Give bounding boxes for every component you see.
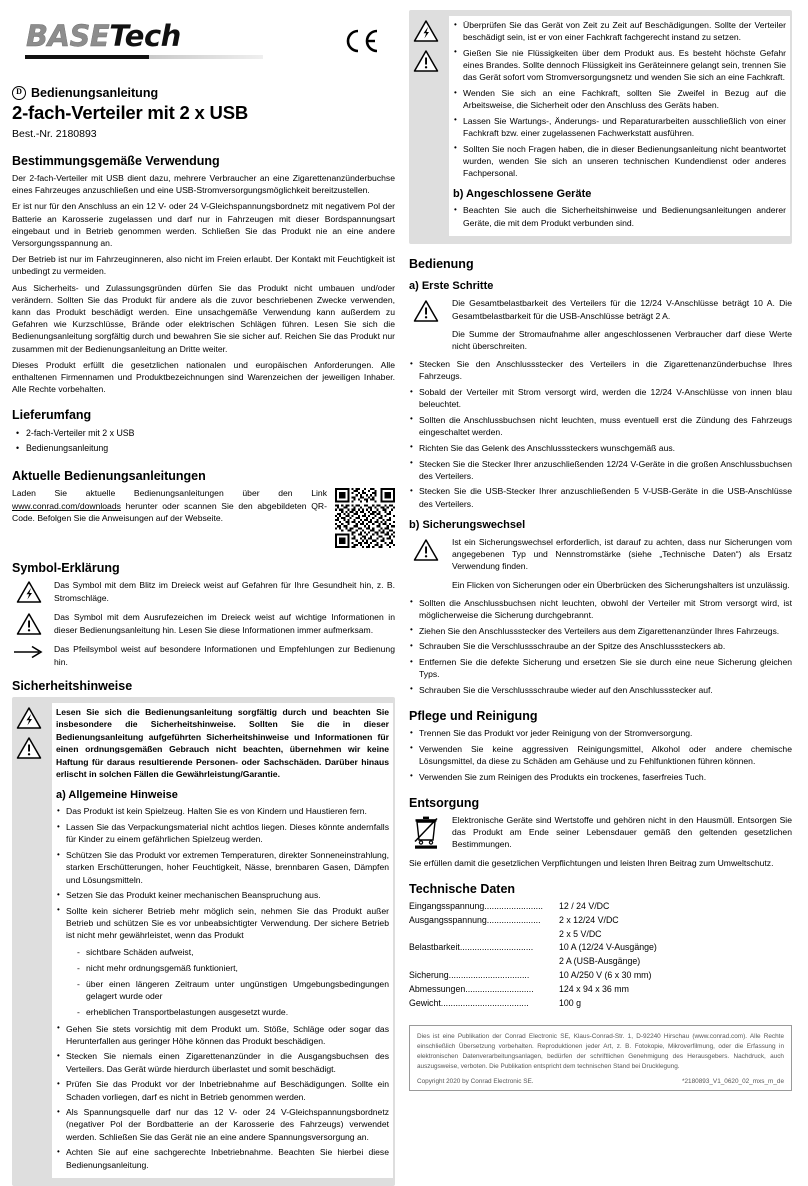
section-heading-symbols: Symbol-Erklärung xyxy=(12,561,120,576)
fuse-change-list xyxy=(409,597,792,696)
brand-logo xyxy=(26,19,181,53)
spec-value: 10 A/250 V (6 x 30 mm) xyxy=(559,970,652,981)
disposal-block xyxy=(409,814,792,851)
document-type-label: Bedienungsanleitung xyxy=(31,86,159,100)
crossed-out-wheelie-bin-icon xyxy=(409,814,443,849)
list-item: • Stecken Sie die USB-Stecker Ihrer anzuschließenden 5 V-USB-Geräte in die USB-Anschlüsse des Verteilers. xyxy=(409,485,792,509)
section-heading-operation: Bedienung xyxy=(409,257,474,272)
list-item: • Überprüfen Sie das Gerät von Zeit zu Zeit auf Beschädigungen. Sollte der Verteiler beschädigt sein, ist er von einer Fachkraft fachgerecht instand zu setzen. xyxy=(453,19,786,43)
table-row xyxy=(409,969,792,983)
subsection-heading-fuse-change: b) Sicherungswechsel xyxy=(409,518,526,531)
spec-value: 124 x 94 x 36 mm xyxy=(559,984,629,995)
list-item: • Sollten die Anschlussbuchsen nicht leuchten, obwohl der Verteiler mit Strom versorgt wird, ist möglicherweise die Sicherung durchgebrannt. xyxy=(409,597,792,621)
masthead xyxy=(12,10,395,72)
list-item: • Stecken Sie den Anschlussstecker des Verteilers in die Zigarettenanzünderbuchse Ihres Fahrzeugs. xyxy=(409,358,792,382)
list-item: • Schützen Sie das Produkt vor extremen Temperaturen, direkter Sonneneinstrahlung, starken Erschütterungen, hoher Feuchtigkeit, Nässe, brennbaren Gasen, Dämpfen und Lösungsmitteln. xyxy=(56,849,389,886)
list-item: • Verwenden Sie zum Reinigen des Produkts ein trockenes, faserfreies Tuch. xyxy=(409,771,792,783)
table-row xyxy=(409,997,792,1011)
arrow-svg xyxy=(14,644,44,660)
order-number: Best.-Nr. 2180893 xyxy=(12,128,97,140)
intended-use-paragraph: Er ist nur für den Anschluss an ein 12 V- oder 24 V-Gleichspannungsbordnetz mit negativem Pol der Batterie an Karosserie zugelassen und darf nur in Fahrzeugen mit dieser Bordspannungsart eingebaut und in Betrieb genommen werden. Schließen Sie das Produkt nie an eine andere Versorgungsspannung an. xyxy=(12,201,395,249)
note-paragraph: Die Summe der Stromaufnahme aller angeschlossenen Verbraucher darf diese Werte nicht überschreiten. xyxy=(452,328,792,351)
list-item: • 2-fach-Verteiler mit 2 x USB xyxy=(12,426,395,441)
downloads-block xyxy=(12,487,395,548)
list-item: • Prüfen Sie das Produkt vor der Inbetriebnahme auf Beschädigungen. Sollte ein Schaden vorliegen, darf es nicht in Betrieb genommen werden. xyxy=(56,1078,389,1102)
list-item: - nicht mehr ordnungsgemäß funktioniert, xyxy=(77,962,389,974)
scope-of-delivery-list xyxy=(12,426,395,456)
spec-dots: ...................... xyxy=(486,914,541,925)
symbol-text: Das Symbol mit dem Blitz im Dreieck weist auf Gefahren für Ihre Gesundheit hin, z. B. Stromschläge. xyxy=(54,580,395,603)
spec-value-line: 10 A (12/24 V-Ausgänge) xyxy=(559,942,657,953)
note-text xyxy=(452,536,792,591)
list-item: • Lassen Sie das Verpackungsmaterial nicht achtlos liegen. Dieses könnte andernfalls für Kinder zu einem gefährlichen Spielzeug werden. xyxy=(56,821,389,845)
lightning-triangle-svg xyxy=(16,580,42,604)
list-item: • Schrauben Sie die Verschlussschraube an der Spitze des Anschlusssteckers ab. xyxy=(409,640,792,652)
subsection-heading-first-steps: a) Erste Schritte xyxy=(409,280,494,293)
note-paragraph: Ist ein Sicherungswechsel erforderlich, ist darauf zu achten, dass nur Sicherungen vom angegebenen Typ und Nennstromstärke (siehe „Technische Daten“) als Ersatz Verwendung finden. xyxy=(452,536,792,572)
brand-logo-base: BASE xyxy=(26,19,110,53)
spec-dots: ................................. xyxy=(448,970,530,981)
spec-label-text: Abmessungen xyxy=(409,984,466,995)
spec-value: 12 / 24 V/DC xyxy=(559,900,610,911)
list-item: • Verwenden Sie keine aggressiven Reinigungsmittel, Alkohol oder andere chemische Lösungsmittel, da diese zu Schäden am Gehäuse und zu Fehlfunktionen führen können. xyxy=(409,743,792,767)
safety-right-list xyxy=(453,19,786,179)
section-heading-specs: Technische Daten xyxy=(409,881,516,896)
intended-use-paragraph: Dieses Produkt erfüllt die gesetzlichen nationalen und europäischen Anforderungen. Alle enthaltenen Firmennamen und Produktbezeichnungen sind Warenzeichen der jeweiligen Inhaber. Alle Rechte vorbehalten. xyxy=(12,359,395,395)
footer-copyright-row xyxy=(417,1078,784,1085)
list-item: - erheblichen Transportbelastungen ausgesetzt wurde. xyxy=(77,1006,389,1018)
disposal-text: Elektronische Geräte sind Wertstoffe und gehören nicht in den Hausmüll. Entsorgen Sie das Produkt am Ende seiner Lebensdauer gemäß den geltenden gesetzlichen Bestimmungen. xyxy=(452,814,792,850)
list-item: • Das Produkt ist kein Spielzeug. Halten Sie es von Kindern und Haustieren fern. xyxy=(56,805,389,817)
brand-logo-tech: Tech xyxy=(109,19,181,53)
intended-use-paragraph: Aus Sicherheits- und Zulassungsgründen dürfen Sie das Produkt nicht umbauen und/oder verändern. Sollten Sie das Produkt für andere als die zuvor beschriebenen Zwecke verwenden, kann das Produkt beschädigt werden. Eine unsachgemäße Verwendung kann außerdem zu Gefahren wie Kurzschlüsse, Brände oder elektrischen Schlägen führen. Lesen Sie sich die Bedienungsanleitung sorgfältig durch und bewahren Sie sie sicher auf. Reichen Sie das Produkt nur zusammen mit der Bedienungsanleitung an Dritte weiter. xyxy=(12,282,395,354)
spec-value: 100 g xyxy=(559,997,582,1008)
list-item: • Sobald der Verteiler mit Strom versorgt wird, werden die 12/24 V-Anschlüsse von innen blau beleuchtet. xyxy=(409,386,792,410)
safety-icons xyxy=(12,703,46,1179)
table-row xyxy=(409,983,792,997)
list-item: • Stecken Sie die Stecker Ihrer anzuschließenden 12/24 V-Geräte in die großen Anschlussbuchsen des Verteilers. xyxy=(409,458,792,482)
downloads-text xyxy=(12,487,327,524)
spec-label xyxy=(409,997,559,1011)
list-item: • Setzen Sie das Produkt keiner mechanischen Beanspruchung aus. xyxy=(56,889,389,901)
safety-notice-band xyxy=(12,697,395,1186)
list-item: • Richten Sie das Gelenk des Anschlusssteckers wunschgemäß aus. xyxy=(409,442,792,454)
spec-label-text: Ausgangsspannung xyxy=(409,914,487,925)
language-badge: D xyxy=(12,86,26,100)
left-column xyxy=(12,10,395,1170)
exclamation-triangle-svg xyxy=(413,299,439,323)
qr-code-svg xyxy=(335,488,395,548)
list-item: • Gießen Sie nie Flüssigkeiten über dem Produkt aus. Es besteht höchste Gefahr eines Brandes. Sollte dennoch Flüssigkeit ins Geräteinnere gelangt sein, trennen Sie das Gerät sofort vom Stromversorgungsnetz und wenden Sie sich an eine Fachkraft. xyxy=(453,47,786,84)
list-item: • Achten Sie auf eine sachgerechte Inbetriebnahme. Beachten Sie hierbei diese Bedienungsanleitung. xyxy=(56,1146,389,1170)
symbol-text: Das Pfeilsymbol weist auf besondere Informationen und Empfehlungen zur Bedienung hin. xyxy=(54,644,395,667)
safety-intro: Lesen Sie sich die Bedienungsanleitung sorgfältig durch und beachten Sie insbesondere die Sicherheitshinweise. Sollten Sie die in dieser Bedienungsanleitung aufgeführten Sicherheitshinweise und Informationen für einen ordnungsgemäßen Gebrauch nicht beachten, übernehmen wir keine Haftung für daraus resultierende Personen- oder Sachschäden. Darüber hinaus erlischt in solchen Fällen die Gewährleistung/Garantie. xyxy=(56,706,389,780)
list-item: • Als Spannungsquelle darf nur das 12 V- oder 24 V-Gleichspannungsbordnetz (negativer Pol der Bordbatterie an der Karosserie des Fahrzeugs) verwendet werden. Schließen Sie das Gerät nie an eine andere Spannungsversorgung an. xyxy=(56,1106,389,1143)
arrow-icon xyxy=(12,643,46,660)
footer-doc-code: *2180893_V1_0620_02_mxs_m_de xyxy=(682,1077,784,1085)
downloads-text-before: Laden Sie aktuelle Bedienungsanleitungen über den Link xyxy=(12,488,327,499)
spec-dots: .................................... xyxy=(440,997,529,1008)
list-item xyxy=(56,905,389,1019)
lightning-triangle-icon xyxy=(413,19,439,43)
section-heading-safety: Sicherheitshinweise xyxy=(12,678,133,693)
list-item: • Gehen Sie stets vorsichtig mit dem Produkt um. Stöße, Schläge oder sogar das Herunterfallen aus geringer Höhe können das Produkt beschädigen. xyxy=(56,1023,389,1047)
spec-label xyxy=(409,914,559,942)
document-type xyxy=(12,86,395,100)
exclamation-triangle-icon xyxy=(409,536,443,562)
spec-label-text: Sicherung xyxy=(409,970,449,981)
subsection-heading-general: a) Allgemeine Hinweise xyxy=(56,789,178,802)
care-list xyxy=(409,727,792,783)
list-item: • Wenden Sie sich an eine Fachkraft, sollten Sie Zweifel in Bezug auf die Arbeitsweise, die Sicherheit oder den Anschluss des Geräts haben. xyxy=(453,87,786,111)
safety-icons xyxy=(409,16,443,236)
brand-logo-underline xyxy=(25,55,263,59)
spec-label-text: Belastbarkeit xyxy=(409,942,460,953)
footer-imprint xyxy=(409,1025,792,1091)
list-item-lead: Sollte kein sicherer Betrieb mehr möglich sein, nehmen Sie das Produkt außer Betrieb und schützen Sie es vor unbeabsichtigter Verwendung. Der sichere Betrieb ist nicht mehr gewährleistet, wenn das Produkt xyxy=(66,905,389,941)
intended-use-paragraph: Der Betrieb ist nur im Fahrzeuginneren, also nicht im Freien erlaubt. Der Kontakt mit Feuchtigkeit ist unbedingt zu vermeiden. xyxy=(12,254,395,277)
symbol-row-exclamation xyxy=(12,611,395,636)
spec-value xyxy=(559,914,792,942)
spec-label xyxy=(409,969,559,983)
lightning-triangle-icon xyxy=(16,706,42,730)
technical-data-table xyxy=(409,900,792,1011)
exclamation-triangle-svg xyxy=(413,538,439,562)
ce-mark-icon xyxy=(345,28,379,58)
downloads-text-after: herunter oder scannen Sie den abgebildeten QR-Code. Befolgen Sie die Anweisungen auf der Webseite. xyxy=(12,500,327,523)
subsection-heading-connected-devices: b) Angeschlossene Geräte xyxy=(453,188,592,201)
note-fuse-change xyxy=(409,536,792,591)
note-first-steps xyxy=(409,297,792,352)
section-heading-care: Pflege und Reinigung xyxy=(409,709,538,724)
list-item: • Stecken Sie niemals einen Zigarettenanzünder in die Ausgangsbuchsen des Verteilers. Das Gerät würde hierdurch überlastet und somit beschädigt. xyxy=(56,1050,389,1074)
spec-dots: ............................ xyxy=(465,984,534,995)
list-item: • Trennen Sie das Produkt vor jeder Reinigung von der Stromversorgung. xyxy=(409,727,792,739)
exclamation-triangle-svg xyxy=(16,612,42,636)
symbol-text: Das Symbol mit dem Ausrufezeichen im Dreieck weist auf wichtige Informationen in dieser Bedienungsanleitung hin. Lesen Sie diese Informationen immer aufmerksam. xyxy=(54,612,395,635)
table-row xyxy=(409,941,792,969)
safety-notice-band-continued xyxy=(409,10,792,244)
page-title: 2-fach-Verteiler mit 2 x USB xyxy=(12,102,249,123)
disposal-footnote: Sie erfüllen damit die gesetzlichen Verpflichtungen und leisten Ihren Beitrag zum Umweltschutz. xyxy=(409,857,774,868)
note-paragraph: Die Gesamtbelastbarkeit des Verteilers für die 12/24 V-Anschlüsse beträgt 10 A. Die Gesamtbelastbarkeit für die USB-Anschlüsse beträgt 2 A. xyxy=(452,298,792,321)
note-paragraph: Ein Flicken von Sicherungen oder ein Überbrücken des Sicherungshalters ist unzulässig. xyxy=(452,579,790,590)
spec-dots: ........................ xyxy=(484,900,543,911)
list-item: - sichtbare Schäden aufweist, xyxy=(77,946,389,958)
safety-general-list xyxy=(56,805,389,1170)
table-row xyxy=(409,900,792,914)
lightning-triangle-icon xyxy=(12,579,46,604)
exclamation-triangle-icon xyxy=(12,611,46,636)
table-row xyxy=(409,914,792,942)
downloads-paragraph xyxy=(12,487,327,524)
safety-band-inner xyxy=(12,703,395,1179)
safety-band-inner xyxy=(409,16,792,236)
spec-value-line: 2 x 5 V/DC xyxy=(559,928,602,939)
safety-fail-conditions xyxy=(66,946,389,1019)
safety-connected-list xyxy=(453,204,786,228)
footer-copyright: Copyright 2020 by Conrad Electronic SE. xyxy=(417,1077,534,1085)
list-item: • Entfernen Sie die defekte Sicherung und ersetzen Sie sie durch eine neue Sicherung gleichen Typs. xyxy=(409,656,792,680)
section-heading-disposal: Entsorgung xyxy=(409,795,480,810)
footer-publication-text: Dies ist eine Publikation der Conrad Electronic SE, Klaus-Conrad-Str. 1, D-92240 Hirschau (www.conrad.com). Alle Rechte einschließlich Übersetzung vorbehalten. Reproduktionen jeder Art, z. B. Fotokopie, Mikroverfilmung, oder die Erfassung in elektronischen Datenverarbeitungsanlagen, bedürfen der schriftlichen Genehmigung des Herausgebers. Nachdruck, auch auszugsweise, verboten. Die Publikation entspricht dem technischen Stand bei Drucklegung. xyxy=(417,1032,784,1070)
list-item: • Sollten die Anschlussbuchsen nicht leuchten, muss eventuell erst die Zündung des Fahrzeugs eingeschaltet werden. xyxy=(409,414,792,438)
note-text xyxy=(452,297,792,352)
section-heading-scope-of-delivery: Lieferumfang xyxy=(12,408,92,423)
symbol-row-arrow xyxy=(12,643,395,667)
list-item: • Bedienungsanleitung xyxy=(12,441,395,456)
spec-label xyxy=(409,983,559,997)
section-heading-downloads: Aktuelle Bedienungsanleitungen xyxy=(12,469,206,484)
spec-label-text: Gewicht xyxy=(409,997,441,1008)
list-item: - über einen längeren Zeitraum unter ungünstigen Umgebungsbedingungen gelagert wurde oder xyxy=(77,978,389,1002)
spec-dots: .............................. xyxy=(459,942,534,953)
safety-band-content xyxy=(449,16,790,236)
list-item: • Sollten Sie noch Fragen haben, die in dieser Bedienungsanleitung nicht beantwortet wurden, wenden Sie sich an unseren technischen Kundendienst oder anderes Fachpersonal. xyxy=(453,143,786,180)
exclamation-triangle-icon xyxy=(409,297,443,323)
ce-mark-svg xyxy=(345,28,379,54)
spec-value xyxy=(559,941,792,969)
exclamation-triangle-icon xyxy=(413,49,439,73)
qr-code-icon xyxy=(335,488,395,548)
exclamation-triangle-icon xyxy=(16,736,42,760)
spec-label xyxy=(409,941,559,969)
symbol-row-lightning xyxy=(12,579,395,604)
wheelie-bin-svg xyxy=(412,815,440,849)
downloads-link[interactable]: www.conrad.com/downloads xyxy=(12,500,121,511)
intended-use-paragraph: Der 2-fach-Verteiler mit USB dient dazu, mehrere Verbraucher an eine Zigarettenanzünderbuchse eines Fahrzeuges anzuschließen und eine USB-Stromversorgungsmöglichkeit bereitzustellen. xyxy=(12,173,395,196)
list-item: • Schrauben Sie die Verschlussschraube wieder auf den Anschlussstecker auf. xyxy=(409,684,792,696)
safety-band-content xyxy=(52,703,393,1179)
spec-label-text: Eingangsspannung xyxy=(409,900,485,911)
spec-value-line: 2 A (USB-Ausgänge) xyxy=(559,956,641,967)
list-item: • Lassen Sie Wartungs-, Änderungs- und Reparaturarbeiten ausschließlich von einer Fachkraft bzw. einer zugelassenen Fachwerkstatt ausführen. xyxy=(453,115,786,139)
spec-label xyxy=(409,900,559,914)
list-item: • Ziehen Sie den Anschlussstecker des Verteilers aus dem Zigarettenanzünder Ihres Fahrzeugs. xyxy=(409,625,792,637)
section-heading-intended-use: Bestimmungsgemäße Verwendung xyxy=(12,154,220,168)
spec-value-line: 2 x 12/24 V/DC xyxy=(559,914,619,925)
list-item: • Beachten Sie auch die Sicherheitshinweise und Bedienungsanleitungen anderer Geräte, die mit dem Produkt verbunden sind. xyxy=(453,204,786,228)
right-column xyxy=(409,10,792,1151)
first-steps-list xyxy=(409,358,792,510)
